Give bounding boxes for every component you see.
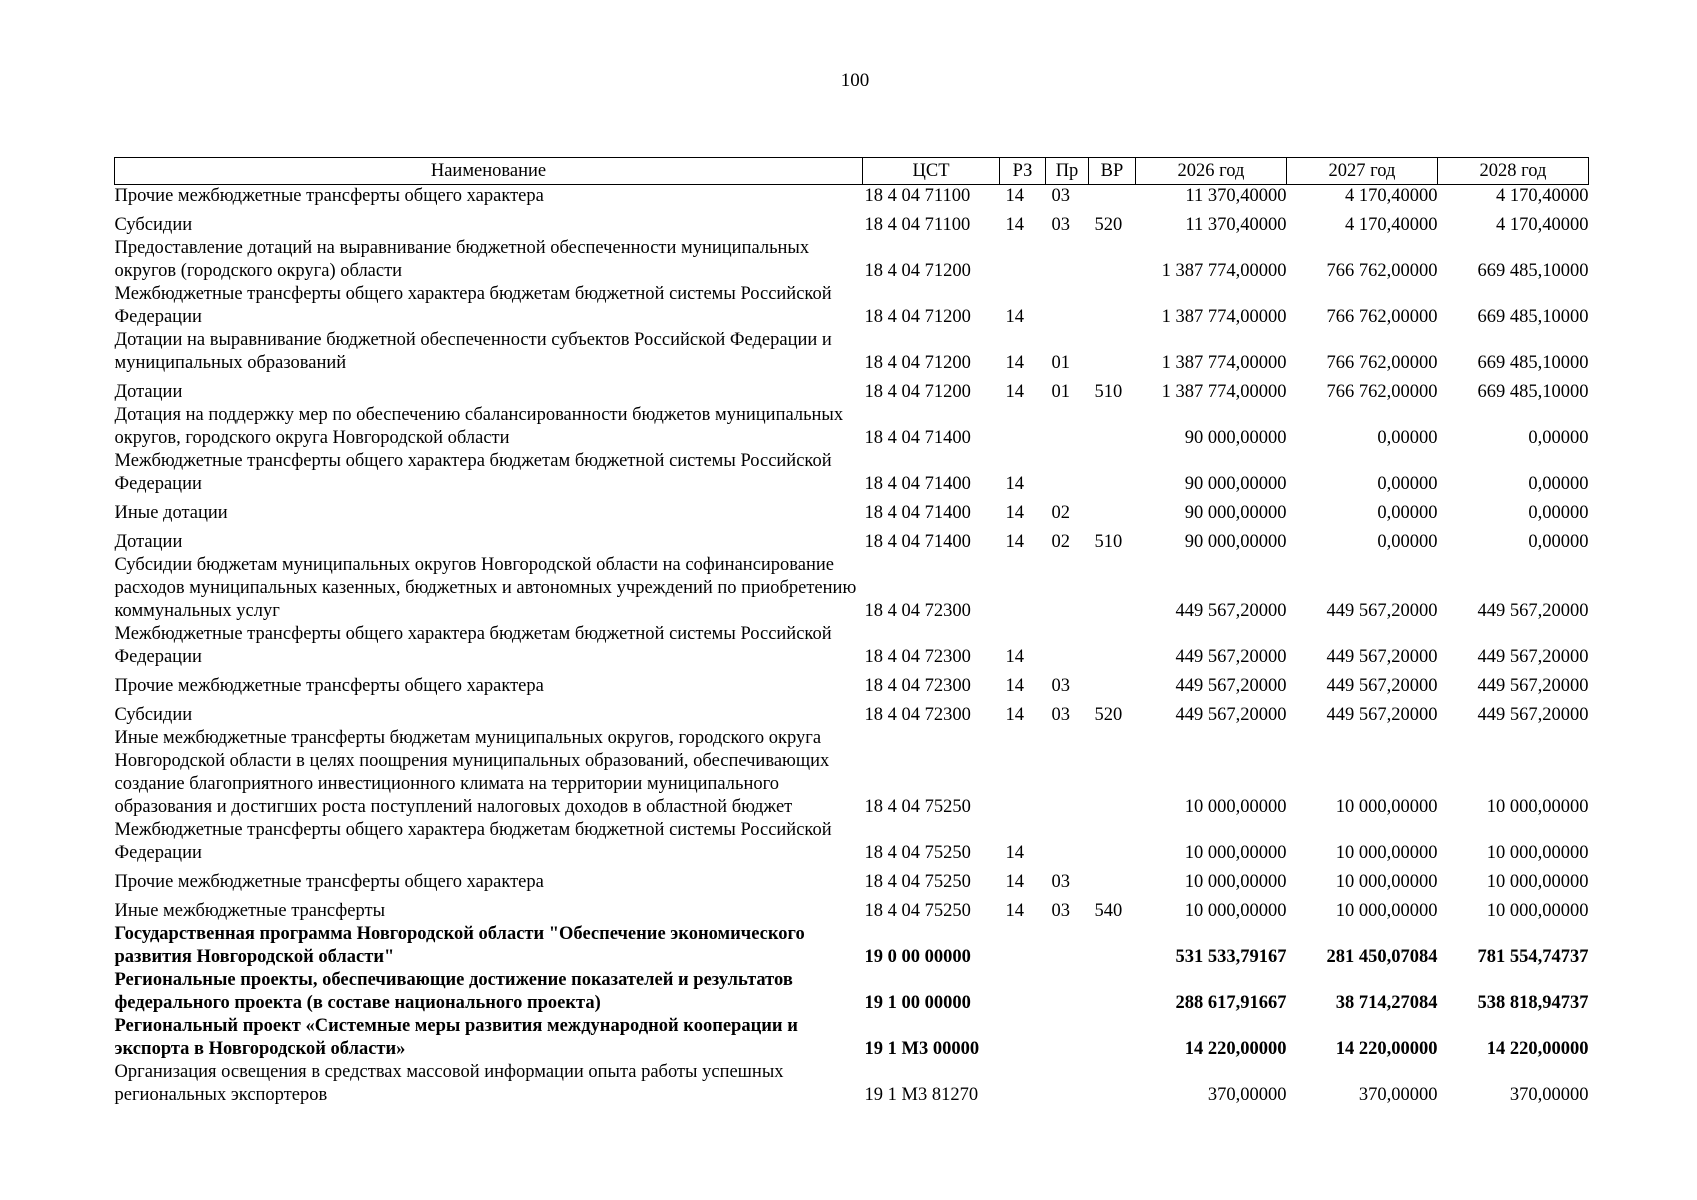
row-vr-cell: 540 [1094,901,1123,921]
row-2028-cell: 538 818,94737 [1477,993,1589,1013]
table-row [115,283,1589,329]
row-cst-cell: 19 0 00 00000 [864,947,971,967]
row-2027-cell: 449 567,20000 [1326,647,1438,667]
table-row [115,375,1589,404]
row-pr-cell: 02 [1051,532,1070,552]
row-vr-cell [1089,554,1136,623]
row-rz-cell [1000,923,1046,969]
row-pr-cell [1046,819,1089,865]
table-row [115,727,1589,819]
row-name-cell: Дотации [114,532,183,552]
row-2028-cell: 449 567,20000 [1477,647,1589,667]
row-2026-cell: 1 387 774,00000 [1161,382,1287,402]
row-2026-cell: 1 387 774,00000 [1161,307,1287,327]
row-cst-cell: 19 1 00 00000 [864,993,971,1013]
row-name-cell: Государственная программа Новгородской области "Обеспечение экономического развития Новгородской области" [114,924,805,967]
row-name-cell: Иные дотации [114,503,228,523]
row-2027-cell: 38 714,27084 [1335,993,1438,1013]
row-2027-cell: 766 762,00000 [1326,261,1438,281]
row-2026-cell: 370,00000 [1207,1085,1287,1105]
row-cst-cell: 18 4 04 71200 [864,382,971,402]
row-rz-cell [1000,554,1046,623]
row-vr-cell [1089,623,1136,669]
row-name-cell: Региональные проекты, обеспечивающие достижение показателей и результатов федерального проекта (в составе национального проекта) [114,970,793,1013]
row-2026-cell: 90 000,00000 [1184,532,1287,552]
row-vr-cell [1089,669,1136,698]
budget-table [114,157,1589,1107]
row-rz-cell [1000,1015,1046,1061]
row-2026-cell: 1 387 774,00000 [1161,353,1287,373]
row-2028-cell: 370,00000 [1509,1085,1589,1105]
row-pr-cell [1046,623,1089,669]
row-pr-cell: 01 [1051,382,1070,402]
row-vr-cell: 520 [1094,215,1123,235]
table-row [115,1061,1589,1107]
row-name-cell: Иные межбюджетные трансферты [114,901,386,921]
row-vr-cell [1089,865,1136,894]
row-cst-cell: 18 4 04 75250 [864,872,971,892]
row-name-cell: Межбюджетные трансферты общего характера бюджетам бюджетной системы Российской Федерации [114,451,832,494]
row-2027-cell: 0,00000 [1377,503,1438,523]
table-row [115,669,1589,698]
row-rz-cell [1000,727,1046,819]
row-2026-cell: 288 617,91667 [1175,993,1287,1013]
row-rz-cell: 14 [1005,676,1024,696]
row-2026-cell: 11 370,40000 [1185,186,1287,206]
row-vr-cell [1089,496,1136,525]
row-vr-cell [1089,819,1136,865]
table-row [115,554,1589,623]
row-vr-cell [1089,1061,1136,1107]
row-2026-cell: 10 000,00000 [1184,797,1287,817]
row-pr-cell: 03 [1051,705,1070,725]
page-number: 100 [840,70,870,91]
row-rz-cell: 14 [1005,872,1024,892]
row-pr-cell [1046,283,1089,329]
row-2026-cell: 531 533,79167 [1175,947,1287,967]
row-2028-cell: 669 485,10000 [1477,307,1589,327]
row-2027-cell: 4 170,40000 [1345,215,1438,235]
row-name-cell: Прочие межбюджетные трансферты общего характера [114,676,544,696]
row-cst-cell: 18 4 04 72300 [864,705,971,725]
row-rz-cell: 14 [1005,474,1024,494]
row-2028-cell: 449 567,20000 [1477,601,1589,621]
row-2028-cell: 449 567,20000 [1477,705,1589,725]
row-name-cell: Субсидии бюджетам муниципальных округов Новгородской области на софинансирование расходов муниципальных казенных, бюджетных и автономных учреждений по приобретению коммунальных услуг [114,555,857,621]
row-2028-cell: 10 000,00000 [1486,901,1589,921]
row-pr-cell [1046,1061,1089,1107]
row-2027-cell: 766 762,00000 [1326,307,1438,327]
row-2028-cell: 10 000,00000 [1486,872,1589,892]
column-header-2027: 2027 год [1287,158,1438,185]
row-pr-cell [1046,1015,1089,1061]
row-vr-cell [1089,237,1136,283]
row-2028-cell: 10 000,00000 [1486,843,1589,863]
row-rz-cell: 14 [1005,503,1024,523]
row-vr-cell: 510 [1094,532,1123,552]
table-row [115,923,1589,969]
row-2027-cell: 766 762,00000 [1326,353,1438,373]
row-rz-cell: 14 [1005,215,1024,235]
row-rz-cell: 14 [1005,843,1024,863]
table-header-row [115,158,1589,185]
row-2026-cell: 449 567,20000 [1175,601,1287,621]
column-header-2028: 2028 год [1438,158,1589,185]
row-pr-cell: 03 [1051,872,1070,892]
row-vr-cell [1089,450,1136,496]
row-2028-cell: 781 554,74737 [1477,947,1589,967]
row-pr-cell: 03 [1051,676,1070,696]
row-vr-cell [1089,1015,1136,1061]
row-vr-cell [1089,923,1136,969]
row-rz-cell: 14 [1005,901,1024,921]
row-cst-cell: 18 4 04 71400 [864,532,971,552]
row-vr-cell: 510 [1094,382,1123,402]
row-pr-cell [1046,969,1089,1015]
row-cst-cell: 18 4 04 71200 [864,307,971,327]
row-2026-cell: 10 000,00000 [1184,901,1287,921]
row-pr-cell: 03 [1051,186,1070,206]
row-2026-cell: 1 387 774,00000 [1161,261,1287,281]
row-rz-cell: 14 [1005,353,1024,373]
row-2028-cell: 4 170,40000 [1496,186,1589,206]
row-cst-cell: 18 4 04 75250 [864,901,971,921]
row-2028-cell: 0,00000 [1528,428,1589,448]
table-row [115,496,1589,525]
table-row [115,450,1589,496]
row-rz-cell [1000,237,1046,283]
row-2027-cell: 449 567,20000 [1326,705,1438,725]
table-row [115,819,1589,865]
row-2026-cell: 10 000,00000 [1184,872,1287,892]
row-rz-cell: 14 [1005,307,1024,327]
column-header-rz: РЗ [1000,158,1046,185]
row-2028-cell: 0,00000 [1528,532,1589,552]
table-row [115,329,1589,375]
row-2028-cell: 0,00000 [1528,503,1589,523]
row-vr-cell [1089,727,1136,819]
row-rz-cell [1000,404,1046,450]
column-header-name: Наименование [115,158,863,185]
row-2028-cell: 0,00000 [1528,474,1589,494]
row-2027-cell: 0,00000 [1377,428,1438,448]
row-name-cell: Дотация на поддержку мер по обеспечению сбалансированности бюджетов муниципальных округов, городского округа Новгородской области [114,405,844,448]
column-header-pr: Пр [1046,158,1089,185]
row-name-cell: Организация освещения в средствах массовой информации опыта работы успешных региональных экспортеров [114,1062,784,1105]
row-name-cell: Дотации [114,382,183,402]
row-cst-cell: 19 1 M3 00000 [864,1039,980,1059]
table-row [115,525,1589,554]
row-name-cell: Межбюджетные трансферты общего характера бюджетам бюджетной системы Российской Федерации [114,284,832,327]
row-vr-cell [1089,185,1136,209]
row-2028-cell: 10 000,00000 [1486,797,1589,817]
row-2026-cell: 10 000,00000 [1184,843,1287,863]
row-cst-cell: 18 4 04 72300 [864,647,971,667]
row-name-cell: Межбюджетные трансферты общего характера бюджетам бюджетной системы Российской Федерации [114,820,832,863]
row-name-cell: Прочие межбюджетные трансферты общего характера [114,872,544,892]
row-rz-cell: 14 [1005,532,1024,552]
table-row [115,185,1589,209]
row-2026-cell: 11 370,40000 [1185,215,1287,235]
row-vr-cell [1089,283,1136,329]
row-rz-cell: 14 [1005,186,1024,206]
row-name-cell: Предоставление дотаций на выравнивание бюджетной обеспеченности муниципальных округов (городского округа) области [114,238,810,281]
row-pr-cell: 03 [1051,215,1070,235]
row-2026-cell: 449 567,20000 [1175,676,1287,696]
row-cst-cell: 18 4 04 75250 [864,843,971,863]
row-cst-cell: 18 4 04 71400 [864,503,971,523]
row-2027-cell: 10 000,00000 [1335,843,1438,863]
table-row [115,1015,1589,1061]
row-vr-cell: 520 [1094,705,1123,725]
row-2026-cell: 90 000,00000 [1184,474,1287,494]
row-cst-cell: 18 4 04 75250 [864,797,971,817]
row-cst-cell: 18 4 04 71200 [864,261,971,281]
row-pr-cell: 01 [1051,353,1070,373]
row-pr-cell: 02 [1051,503,1070,523]
table-row [115,969,1589,1015]
row-cst-cell: 18 4 04 72300 [864,601,971,621]
table-row [115,404,1589,450]
row-2026-cell: 449 567,20000 [1175,705,1287,725]
column-header-cst: ЦСТ [863,158,1000,185]
table-row [115,698,1589,727]
column-header-2026: 2026 год [1136,158,1287,185]
row-pr-cell [1046,237,1089,283]
row-2027-cell: 10 000,00000 [1335,797,1438,817]
row-2026-cell: 90 000,00000 [1184,503,1287,523]
row-cst-cell: 18 4 04 72300 [864,676,971,696]
row-cst-cell: 18 4 04 71200 [864,353,971,373]
row-vr-cell [1089,329,1136,375]
row-name-cell: Прочие межбюджетные трансферты общего характера [114,186,544,206]
row-rz-cell: 14 [1005,647,1024,667]
row-2026-cell: 14 220,00000 [1184,1039,1287,1059]
row-rz-cell [1000,1061,1046,1107]
row-2028-cell: 669 485,10000 [1477,261,1589,281]
row-pr-cell [1046,450,1089,496]
row-2027-cell: 281 450,07084 [1326,947,1438,967]
row-pr-cell [1046,404,1089,450]
row-pr-cell [1046,554,1089,623]
row-name-cell: Дотации на выравнивание бюджетной обеспеченности субъектов Российской Федерации и муниципальных образований [114,330,832,373]
row-rz-cell: 14 [1005,705,1024,725]
row-cst-cell: 19 1 M3 81270 [864,1085,979,1105]
row-2027-cell: 449 567,20000 [1326,676,1438,696]
row-name-cell: Межбюджетные трансферты общего характера бюджетам бюджетной системы Российской Федерации [114,624,832,667]
row-2026-cell: 449 567,20000 [1175,647,1287,667]
row-name-cell: Региональный проект «Системные меры развития международной кооперации и экспорта в Новгородской области» [114,1016,798,1059]
row-vr-cell [1089,404,1136,450]
row-cst-cell: 18 4 04 71400 [864,428,971,448]
table-row [115,894,1589,923]
row-2026-cell: 90 000,00000 [1184,428,1287,448]
row-2028-cell: 669 485,10000 [1477,382,1589,402]
row-pr-cell: 03 [1051,901,1070,921]
row-2027-cell: 0,00000 [1377,474,1438,494]
row-pr-cell [1046,923,1089,969]
row-vr-cell [1089,969,1136,1015]
table-row [115,208,1589,237]
row-2027-cell: 10 000,00000 [1335,872,1438,892]
row-2027-cell: 4 170,40000 [1345,186,1438,206]
row-name-cell: Субсидии [114,705,193,725]
row-2028-cell: 4 170,40000 [1496,215,1589,235]
table-row [115,865,1589,894]
table-row [115,237,1589,283]
row-2027-cell: 449 567,20000 [1326,601,1438,621]
row-2028-cell: 669 485,10000 [1477,353,1589,373]
row-2027-cell: 14 220,00000 [1335,1039,1438,1059]
row-2028-cell: 449 567,20000 [1477,676,1589,696]
row-rz-cell [1000,969,1046,1015]
row-2027-cell: 370,00000 [1358,1085,1438,1105]
column-header-vr: ВР [1089,158,1136,185]
row-cst-cell: 18 4 04 71100 [864,215,971,235]
row-2027-cell: 10 000,00000 [1335,901,1438,921]
row-2027-cell: 766 762,00000 [1326,382,1438,402]
table-body [115,185,1589,1108]
row-name-cell: Субсидии [114,215,193,235]
row-pr-cell [1046,727,1089,819]
row-cst-cell: 18 4 04 71100 [864,186,971,206]
table-row [115,623,1589,669]
row-cst-cell: 18 4 04 71400 [864,474,971,494]
row-rz-cell: 14 [1005,382,1024,402]
row-2028-cell: 14 220,00000 [1486,1039,1589,1059]
row-name-cell: Иные межбюджетные трансферты бюджетам муниципальных округов, городского округа Новгородской области в целях поощрения муниципальных образований, обеспечивающих создание благоприятного инвестиционного климата на территории муниципального образования и достигших роста поступлений налоговых доходов в областной бюджет [114,728,830,817]
row-2027-cell: 0,00000 [1377,532,1438,552]
